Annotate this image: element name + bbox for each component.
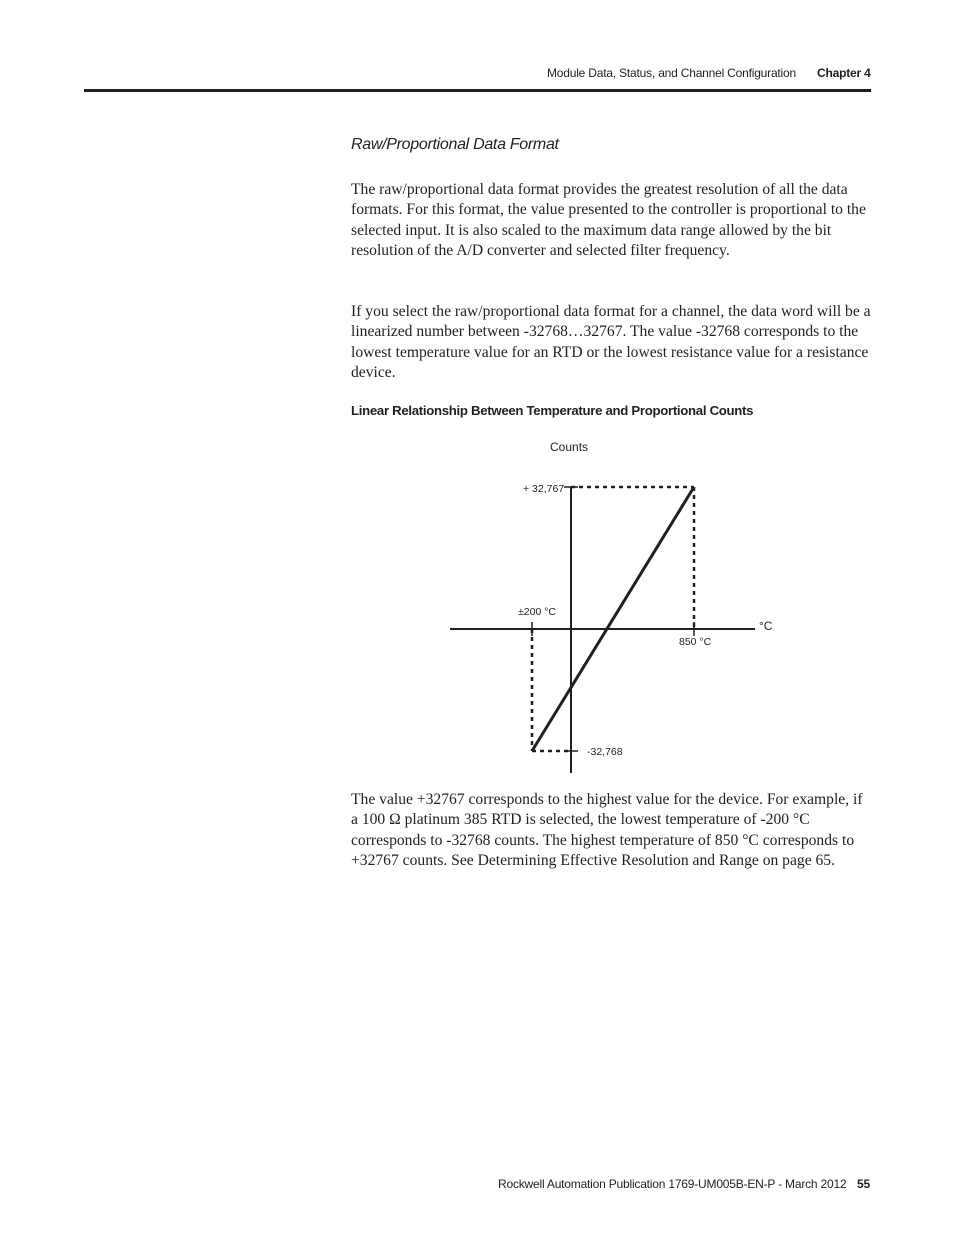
- y-tick-high: + 32,767: [523, 483, 565, 495]
- paragraph-example: The value +32767 corresponds to the highest value for the device. For example, if a 100 Ω platinum 385 RTD is selected, the lowest temperature of -200 °C corresponds to -32768 counts. The highest temperature of 850 °C corresponds to +32767 counts. See Determining Effective Resolution and Range on page 65.: [351, 791, 863, 870]
- x-axis-label: °C: [759, 619, 773, 633]
- running-header-section: Module Data, Status, and Channel Configuration: [547, 66, 796, 80]
- x-tick-high: 850 °C: [679, 636, 712, 648]
- y-tick-low: -32,768: [587, 746, 623, 758]
- subheading: Raw/Proportional Data Format: [351, 136, 559, 153]
- paragraph-intro: The raw/proportional data format provides the greatest resolution of all the data formats. For this format, the value presented to the controller is proportional to the selected input. It is also scaled to the maximum data range allowed by the bit resolution of the A/D converter and selected filter frequency.: [351, 181, 866, 260]
- running-header-chapter: Chapter 4: [817, 66, 871, 80]
- x-tick-low: ±200 °C: [518, 606, 556, 618]
- footer-publication: Rockwell Automation Publication 1769-UM005B-EN-P - March 2012: [498, 1177, 847, 1191]
- page-number: 55: [857, 1177, 870, 1191]
- paragraph-data-word: If you select the raw/proportional data format for a channel, the data word will be a linearized number between -32768…32767. The value -32768 corresponds to the lowest temperature value for an RTD or the lowest resistance value for a resistance device.: [351, 303, 871, 382]
- figure-title: Linear Relationship Between Temperature and Proportional Counts: [351, 403, 754, 418]
- y-axis-label: Counts: [550, 440, 589, 454]
- series-line: [532, 487, 694, 751]
